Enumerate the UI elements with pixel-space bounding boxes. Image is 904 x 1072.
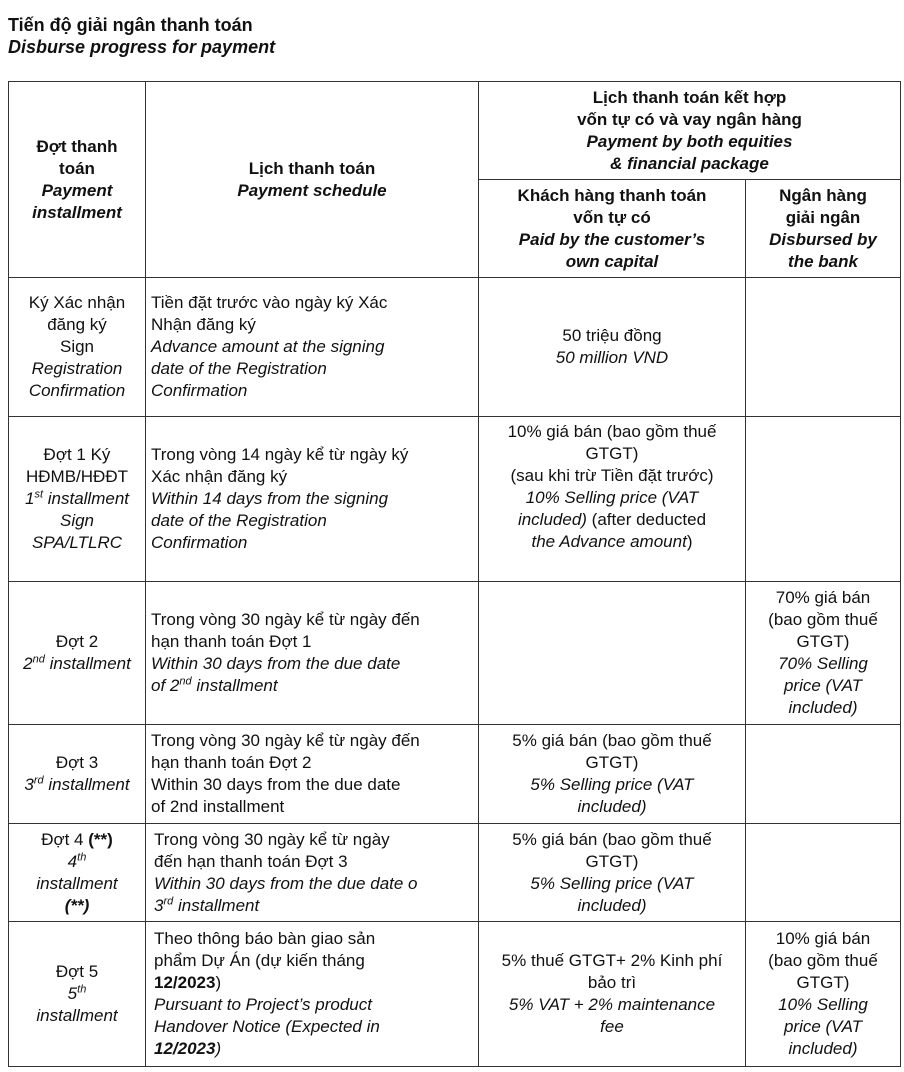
schedule-text: Trong vòng 30 ngày kể từ ngày đến bbox=[151, 610, 420, 629]
schedule-text: phẩm Dự Án (dự kiến tháng bbox=[154, 951, 365, 970]
schedule-text: hạn thanh toán Đợt 2 bbox=[151, 753, 312, 772]
installment-text: Confirmation bbox=[28, 381, 126, 400]
schedule-text: hạn thanh toán Đợt 1 bbox=[151, 632, 312, 651]
schedule-text: Within 30 days from the due date bbox=[151, 654, 401, 673]
header-schedule-en: Payment schedule bbox=[237, 180, 387, 200]
installment-text: 5th bbox=[67, 983, 87, 1003]
customer-text: GTGT) bbox=[585, 444, 639, 463]
bank-disbursed-cell bbox=[746, 278, 901, 417]
bank-disbursed-cell bbox=[746, 417, 901, 582]
schedule-cell bbox=[146, 417, 479, 582]
installment-text: đăng ký bbox=[47, 315, 107, 334]
customer-capital-cell bbox=[479, 417, 746, 582]
customer-capital-cell bbox=[479, 922, 746, 1067]
table-row bbox=[9, 922, 901, 1067]
header-bank-en2: the bank bbox=[788, 251, 858, 271]
installment-cell bbox=[9, 582, 146, 725]
header-customer-en1: Paid by the customer’s bbox=[518, 229, 706, 249]
installment-text: Đợt 1 Ký bbox=[43, 445, 111, 464]
customer-text: 5% Selling price (VAT bbox=[530, 873, 694, 893]
header-installment-vn1: Đợt thanh bbox=[36, 136, 118, 156]
customer-text: GTGT) bbox=[585, 753, 639, 772]
customer-text: 5% giá bán (bao gồm thuế bbox=[512, 731, 712, 750]
customer-text: 5% VAT + 2% maintenance bbox=[508, 995, 716, 1014]
customer-text: 10% Selling price (VAT bbox=[525, 488, 699, 507]
installment-text: Đợt 2 bbox=[55, 632, 99, 651]
schedule-text: Nhận đăng ký bbox=[151, 315, 256, 334]
customer-capital-cell bbox=[479, 582, 746, 725]
header-installment-en2: installment bbox=[32, 202, 122, 222]
header-bank bbox=[746, 180, 901, 278]
installment-cell bbox=[9, 725, 146, 824]
bank-disbursed-cell bbox=[746, 725, 901, 824]
payment-schedule-table bbox=[8, 81, 901, 1067]
header-installment-en1: Payment bbox=[41, 180, 113, 200]
schedule-text: Within 14 days from the signing bbox=[151, 489, 389, 508]
schedule-text: Trong vòng 14 ngày kể từ ngày ký bbox=[151, 445, 409, 464]
customer-text: 5% thuế GTGT+ 2% Kinh phí bbox=[501, 951, 723, 970]
customer-text: 10% giá bán (bao gồm thuế bbox=[507, 422, 717, 441]
installment-text: HĐMB/HĐĐT bbox=[26, 467, 128, 486]
installment-text: 2nd installment bbox=[23, 653, 131, 673]
bank-text: 10% Selling bbox=[778, 995, 868, 1014]
bank-text: GTGT) bbox=[796, 973, 850, 992]
schedule-text: 3rd installment bbox=[154, 894, 260, 915]
header-combined bbox=[479, 82, 901, 180]
header-customer-vn2: vốn tự có bbox=[573, 207, 651, 227]
bank-text: price (VAT bbox=[783, 1017, 863, 1036]
schedule-text: of 2nd installment bbox=[151, 797, 285, 816]
customer-text: fee bbox=[600, 1017, 624, 1036]
installment-text: 3rd installment bbox=[24, 774, 130, 794]
bank-text: 10% giá bán bbox=[775, 929, 871, 948]
header-combined-vn2: vốn tự có và vay ngân hàng bbox=[577, 109, 802, 129]
customer-text: 5% giá bán (bao gồm thuế bbox=[512, 829, 712, 849]
schedule-text: 12/2023) bbox=[154, 1039, 222, 1058]
customer-text: 50 million VND bbox=[555, 348, 669, 367]
schedule-text: Tiền đặt trước vào ngày ký Xác bbox=[151, 293, 388, 312]
customer-text: included) bbox=[577, 895, 647, 915]
installment-text: Sign bbox=[59, 511, 95, 530]
installment-text: Đợt 5 bbox=[55, 962, 99, 981]
schedule-cell bbox=[146, 922, 479, 1067]
customer-text: 50 triệu đồng bbox=[562, 326, 662, 345]
bank-text: included) bbox=[788, 1039, 858, 1058]
bank-text: price (VAT bbox=[783, 676, 863, 695]
table-row bbox=[9, 725, 901, 824]
customer-text: 5% Selling price (VAT bbox=[530, 775, 694, 794]
customer-text: bảo trì bbox=[587, 973, 637, 992]
table-row bbox=[9, 582, 901, 725]
customer-text: the Advance amount) bbox=[531, 532, 693, 551]
page-title-vn: Tiến độ giải ngân thanh toán bbox=[8, 15, 253, 35]
schedule-text: of 2nd installment bbox=[151, 675, 278, 695]
bank-text: (bao gồm thuế bbox=[768, 951, 878, 970]
page-title-block bbox=[8, 14, 275, 58]
bank-disbursed-cell bbox=[746, 922, 901, 1067]
customer-capital-cell bbox=[479, 278, 746, 417]
schedule-cell bbox=[146, 582, 479, 725]
bank-disbursed-cell bbox=[746, 824, 901, 922]
bank-text: 70% giá bán bbox=[775, 588, 871, 607]
installment-text: installment bbox=[36, 1006, 118, 1025]
schedule-text: Within 30 days from the due date bbox=[151, 775, 401, 794]
schedule-cell bbox=[146, 824, 479, 922]
installment-text: 1st installment bbox=[24, 488, 129, 508]
header-customer-vn1: Khách hàng thanh toán bbox=[517, 185, 707, 205]
header-bank-vn2: giải ngân bbox=[785, 207, 861, 227]
installment-text: SPA/LTLRC bbox=[31, 533, 123, 552]
installment-text: installment bbox=[36, 873, 118, 893]
bank-text: 70% Selling bbox=[778, 654, 868, 673]
schedule-cell bbox=[146, 278, 479, 417]
header-bank-en1: Disbursed by bbox=[769, 229, 877, 249]
schedule-text: Theo thông báo bàn giao sản bbox=[154, 929, 376, 948]
customer-text: included) (after deducted bbox=[517, 510, 707, 529]
installment-text: Registration bbox=[31, 359, 123, 378]
schedule-text: Advance amount at the signing bbox=[151, 337, 385, 356]
header-schedule bbox=[146, 82, 479, 278]
schedule-text: Confirmation bbox=[151, 381, 248, 400]
bank-text: (bao gồm thuế bbox=[768, 610, 878, 629]
installment-text: (**) bbox=[64, 895, 90, 915]
installment-cell bbox=[9, 417, 146, 582]
schedule-text: Within 30 days from the due date o bbox=[154, 873, 418, 893]
header-bank-vn1: Ngân hàng bbox=[779, 185, 867, 205]
schedule-text: Pursuant to Project’s product bbox=[154, 995, 372, 1014]
header-combined-vn1: Lịch thanh toán kết hợp bbox=[592, 87, 787, 107]
installment-cell bbox=[9, 922, 146, 1067]
schedule-text: Handover Notice (Expected in bbox=[154, 1017, 380, 1036]
header-combined-en1: Payment by both equities bbox=[586, 131, 793, 151]
schedule-text: Trong vòng 30 ngày kể từ ngày bbox=[154, 829, 390, 849]
customer-text: included) bbox=[577, 797, 647, 816]
installment-cell bbox=[9, 824, 146, 922]
installment-cell bbox=[9, 278, 146, 417]
schedule-text: date of the Registration bbox=[151, 359, 327, 378]
page-title-en: Disburse progress for payment bbox=[8, 37, 276, 57]
header-customer bbox=[479, 180, 746, 278]
header-customer-en2: own capital bbox=[565, 251, 659, 271]
table-row bbox=[9, 417, 901, 582]
customer-text: GTGT) bbox=[585, 851, 639, 871]
schedule-cell bbox=[146, 725, 479, 824]
schedule-text: Confirmation bbox=[151, 533, 248, 552]
header-installment bbox=[9, 82, 146, 278]
header-row-1 bbox=[9, 82, 901, 180]
schedule-text: đến hạn thanh toán Đợt 3 bbox=[154, 851, 348, 871]
header-combined-en2: & financial package bbox=[610, 153, 769, 173]
schedule-text: date of the Registration bbox=[151, 511, 327, 530]
header-installment-vn2: toán bbox=[59, 158, 95, 178]
table-row bbox=[9, 824, 901, 922]
bank-text: GTGT) bbox=[796, 632, 850, 651]
installment-text: 4th bbox=[67, 850, 87, 871]
customer-text: (sau khi trừ Tiền đặt trước) bbox=[510, 466, 714, 485]
bank-disbursed-cell bbox=[746, 582, 901, 725]
customer-capital-cell bbox=[479, 725, 746, 824]
schedule-text: Xác nhận đăng ký bbox=[151, 467, 288, 486]
installment-text: Ký Xác nhận bbox=[28, 293, 126, 312]
installment-text: Đợt 4 (**) bbox=[41, 829, 113, 849]
schedule-text: 12/2023) bbox=[154, 973, 222, 992]
installment-text: Đợt 3 bbox=[55, 753, 99, 772]
schedule-text: Trong vòng 30 ngày kể từ ngày đến bbox=[151, 731, 420, 750]
table-row bbox=[9, 278, 901, 417]
bank-text: included) bbox=[788, 698, 858, 717]
installment-text: Sign bbox=[59, 337, 95, 356]
customer-capital-cell bbox=[479, 824, 746, 922]
header-schedule-vn: Lịch thanh toán bbox=[248, 158, 376, 178]
